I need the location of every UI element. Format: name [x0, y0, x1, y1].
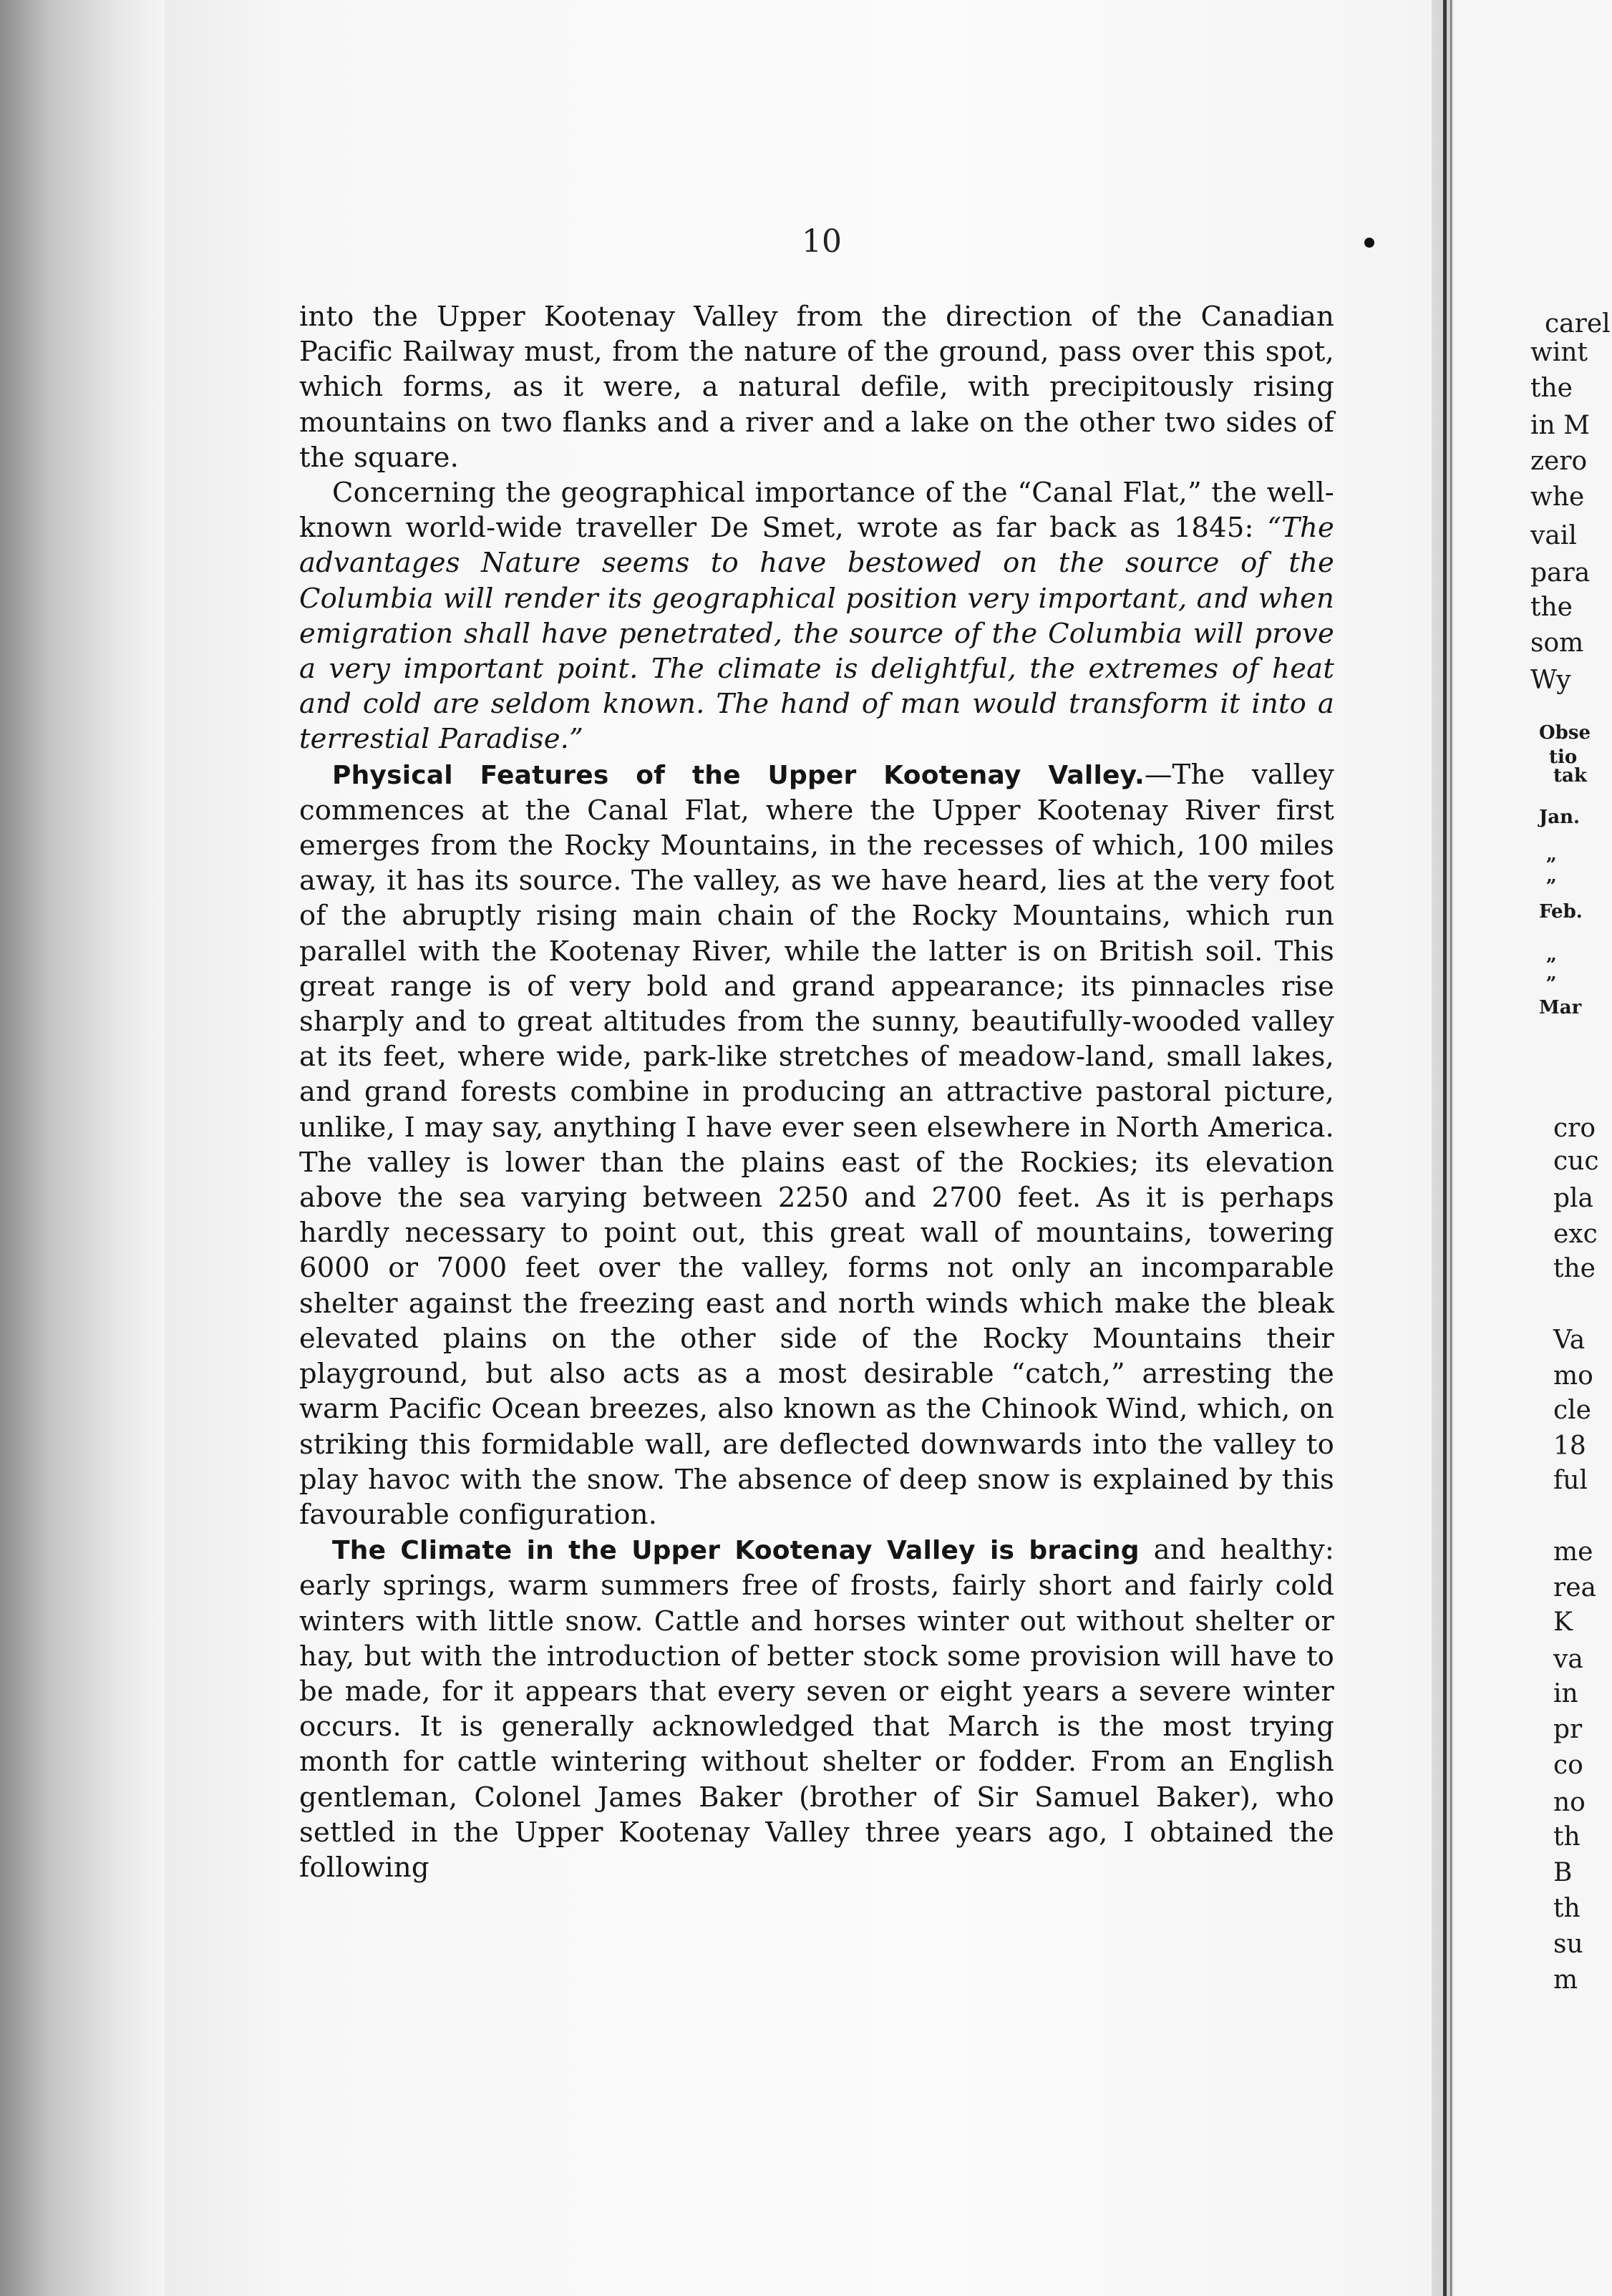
- facing-page-fragment: Wy: [1530, 666, 1571, 695]
- facing-page-fragment: me: [1553, 1537, 1593, 1567]
- facing-page-fragment: „: [1546, 944, 1557, 965]
- paragraph-3-body: —The valley commences at the Canal Flat, where the Upper Kootenay River first emerges from the Rocky Mountains, in the recesses of which, 100 miles away, it has its source. The valley, as we have heard, lies at the very foot of the abruptly rising main chain of the Rocky Mountains, which run parallel with the Kootenay River, while the latter is on British soil. This great range is of very bold and grand appearance; its pinnacles rise sharply and to great altitudes from the sunny, beautifully-wooded valley at its feet, where wide, park-like stretches of meadow-land, small lakes, and grand forests combine in producing an attractive pastoral picture, unlike, I may say, anything I have ever seen elsewhere in North America. The valley is lower than the plains east of the Rockies; its elevation above the sea varying between 2250 and 2700 feet. As it is perhaps hardly necessary to point out, this great wall of mountains, towering 6000 or 7000 feet over the valley, forms not only an incomparable shelter against the freezing east and north winds which make the bleak elevated plains on the other side of the Rocky Mountains their playground, but also acts as a most desirable “catch,” arresting the warm Pacific Ocean breezes, also known as the Chinook Wind, which, on striking this formidable wall, are deflected downwards into the valley to play havoc with the snow. The absence of deep snow is explained by this favourable configuration.: [299, 758, 1334, 1531]
- paragraph-4-body: and healthy: early springs, warm summers free of frosts, fairly short and fairly cold winters with little snow. Cattle and horses winter out without shelter or hay, but with the introduction of better stock some provision will have to be made, for it appears that every seven or eight years a severe winter occurs. It is generally acknowledged that March is the most trying month for cattle wintering without shelter or fodder. From an English gentleman, Colonel James Baker (brother of Sir Samuel Baker), who settled in the Upper Kootenay Valley three years ago, I obtained the following: [299, 1534, 1334, 1884]
- scan-left-margin: [0, 0, 165, 2296]
- facing-page-fragment: B: [1553, 1858, 1573, 1887]
- facing-page-fragment: co: [1553, 1751, 1583, 1780]
- facing-page-fragment: in M: [1530, 411, 1591, 440]
- facing-page-fragment: „: [1546, 844, 1557, 865]
- facing-page-fragment: ful: [1553, 1466, 1588, 1495]
- facing-page-fragment: cuc: [1553, 1147, 1599, 1176]
- facing-page-fragment: som: [1530, 628, 1584, 658]
- facing-page-fragment: para: [1530, 558, 1591, 588]
- section-heading-climate: The Climate in the Upper Kootenay Valley is bracing: [332, 1536, 1140, 1566]
- facing-page-fragment: cro: [1553, 1114, 1596, 1143]
- facing-page-fragment: „: [1546, 865, 1557, 887]
- facing-page-fragment: Va: [1553, 1325, 1586, 1355]
- facing-page-fragment: th: [1553, 1894, 1581, 1923]
- gutter-rule: [1443, 0, 1447, 2296]
- facing-page-fragment: su: [1553, 1930, 1583, 1959]
- facing-page-fragment: rea: [1553, 1573, 1596, 1602]
- facing-page-fragment: „: [1546, 963, 1557, 984]
- facing-page-fragment: zero: [1530, 447, 1588, 476]
- de-smet-quote: “The advantages Nature seems to have bestowed on the source of the Columbia will render its geographical position very important, and when emigration shall have penetrated, the source of the Columbia will prove a very important point. The climate is delightful, the extremes of heat and cold are seldom known. The hand of man would transform it into a terrestial Paradise.”: [299, 512, 1334, 756]
- page-number: 10: [802, 223, 842, 260]
- facing-page-fragment: no: [1553, 1788, 1586, 1817]
- facing-page-fragment: 18: [1553, 1431, 1586, 1461]
- paragraph-3: [299, 757, 1334, 1532]
- facing-page-fragment: wint: [1530, 338, 1588, 367]
- paragraph-2-lead: Concerning the geographical importance of the “Canal Flat,” the well-known world-wide traveller De Smet, wrote as far back as 1845:: [299, 477, 1334, 545]
- facing-page-fragment: va: [1553, 1645, 1583, 1674]
- facing-page-fragment: m: [1553, 1965, 1578, 1995]
- body-text: [299, 299, 1334, 1885]
- facing-page-fragment: pla: [1553, 1184, 1594, 1213]
- facing-page-fragment: Obse: [1539, 722, 1591, 744]
- facing-page-fragment: K: [1553, 1607, 1573, 1637]
- facing-page-fragment: the: [1530, 593, 1573, 622]
- facing-page-fragment: exc: [1553, 1220, 1598, 1249]
- section-heading-physical-features: Physical Features of the Upper Kootenay Valley.: [332, 760, 1145, 790]
- facing-page-fragment: the: [1530, 374, 1573, 403]
- facing-page-fragment: tak: [1553, 765, 1587, 787]
- facing-page-fragment: cle: [1553, 1396, 1591, 1425]
- facing-page-fragment: in: [1553, 1679, 1578, 1708]
- paragraph-4: [299, 1532, 1334, 1885]
- facing-page-fragment: the: [1553, 1254, 1596, 1283]
- facing-page-fragment: mo: [1553, 1361, 1593, 1391]
- facing-page-fragment: Jan.: [1539, 807, 1581, 828]
- facing-page-fragment: carel: [1545, 309, 1611, 339]
- paragraph-2: [299, 475, 1334, 757]
- facing-page-fragment: tio: [1549, 746, 1578, 768]
- facing-page-fragment: pr: [1553, 1715, 1583, 1744]
- facing-page-fragment: whe: [1530, 482, 1585, 512]
- paragraph-1: into the Upper Kootenay Valley from the direction of the Canadian Pacific Railway must, from the nature of the ground, pass over this spot, which forms, as it were, a natural defile, with precipitously rising mountains on two flanks and a river and a lake on the other two sides of the square.: [299, 301, 1334, 474]
- facing-page-fragment: Feb.: [1539, 901, 1583, 923]
- facing-page-fragment: vail: [1530, 521, 1577, 550]
- printer-mark: [1364, 238, 1374, 248]
- facing-page-fragment: Mar: [1539, 997, 1582, 1018]
- gutter-rule-thin: [1450, 0, 1452, 2296]
- facing-page-fragment: th: [1553, 1822, 1581, 1852]
